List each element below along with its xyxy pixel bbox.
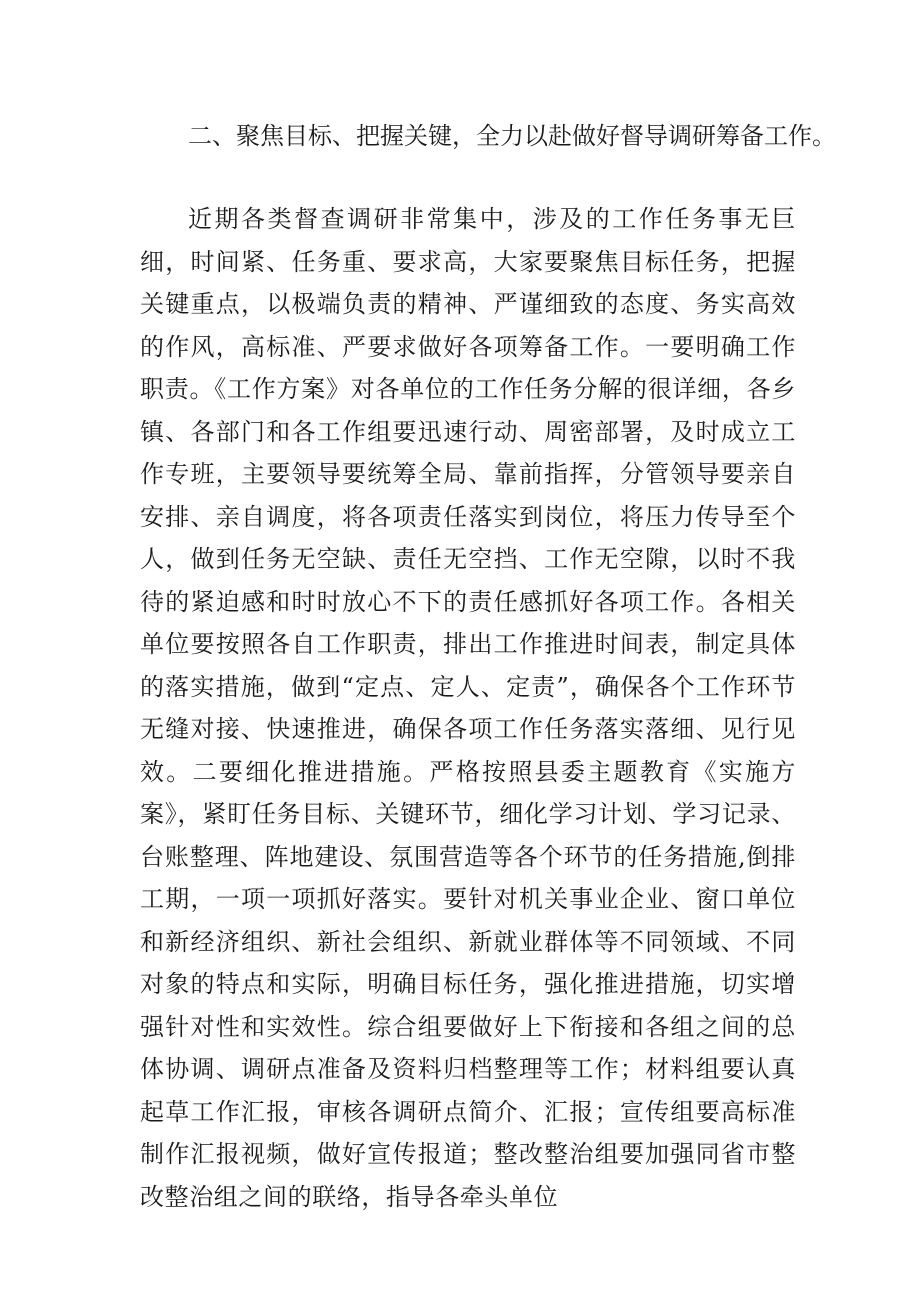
section-heading: 二、聚焦目标、把握关键，全力以赴做好督导调研筹备工作。 [188, 122, 836, 150]
body-paragraph: 近期各类督查调研非常集中，涉及的工作任务事无巨细，时间紧、任务重、要求高，大家要聚焦目标任务，把握关键重点，以极端负责的精神、严谨细致的态度、务实高效的作风，高标准、严要求做好各项筹备工作。一要明确工作职责。《工作方案》对各单位的工作任务分解的很详细，各乡镇、各部门和各工作组要迅速行动、周密部署，及时成立工作专班，主要领导要统筹全局、靠前指挥，分管领导要亲自安排、亲自调度，将各项责任落实到岗位，将压力传导至个人，做到任务无空缺、责任无空挡、工作无空隙，以时不我待的紧迫感和时时放心不下的责任感抓好各项工作。各相关单位要按照各自工作职责，排出工作推进时间表，制定具体的落实措施，做到“定点、定人、定责”，确保各个工作环节无缝对接、快速推进，确保各项工作任务落实落细、见行见效。二要细化推进措施。严格按照县委主题教育《实施方案》，紧盯任务目标、关键环节，细化学习计划、学习记录、台账整理、阵地建设、氛围营造等各个环节的任务措施,倒排工期，一项一项抓好落实。要针对机关事业企业、窗口单位和新经济组织、新社会组织、新就业群体等不同领域、不同对象的特点和实际，明确目标任务，强化推进措施，切实增强针对性和实效性。综合组要做好上下衔接和各组之间的总体协调、调研点准备及资料归档整理等工作；材料组要认真起草工作汇报，审核各调研点简介、汇报；宣传组要高标准制作汇报视频，做好宣传报道；整改整治组要加强同省市整改整治组之间的联络，指导各牵头单位 [140, 205, 796, 1211]
